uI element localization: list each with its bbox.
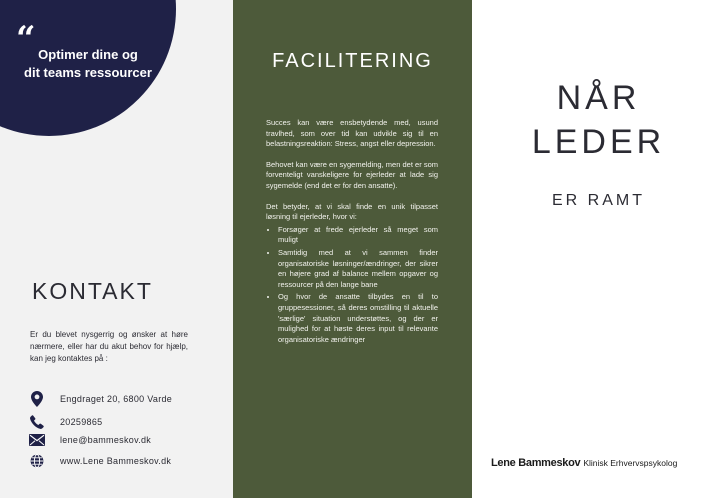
kontakt-heading: KONTAKT — [32, 278, 153, 304]
cover-title-line-2: LEDER — [531, 123, 666, 161]
brand-logo — [491, 457, 677, 469]
right-panel — [472, 0, 705, 498]
globe-icon — [28, 453, 46, 469]
phone-text: 20259865 — [60, 417, 103, 427]
bullet-item-3: • Og hvor de ansatte tilbydes en til to gruppesessioner, så deres omstilling til aktuelle 'særlige' situation understøttes, og der er mulighed for at høste deres input til relevante organisatoriske ændringer — [278, 292, 438, 345]
paragraph-1: Succes kan være ensbetydende med, usund travlhed, som over tid kan udvikle sig til en belastningsreaktion: Stress, angst eller depression. — [266, 118, 438, 149]
cover-title-line-1: NÅR — [556, 79, 641, 117]
left-panel — [0, 0, 233, 498]
quote-mark-icon: “ — [16, 19, 36, 59]
paragraph-3: Det betyder, at vi skal finde en unik tilpasset løsning til ejerleder, hvor vi: — [266, 201, 438, 222]
brand-tagline: Klinisk Erhvervspsykolog — [583, 458, 678, 468]
location-pin-icon — [28, 391, 46, 407]
middle-panel — [233, 0, 472, 498]
website-text: www.Lene Bammeskov.dk — [60, 456, 172, 466]
contact-phone — [28, 414, 102, 430]
bullet-item-1: • Forsøger at frede ejerleder så meget som muligt — [278, 225, 438, 246]
contact-email — [28, 432, 151, 448]
bullet-list — [266, 225, 438, 346]
cover-subtitle: ER RAMT — [552, 192, 645, 209]
kontakt-text: Er du blevet nysgerrig og ønsker at høre nærmere, eller har du akut behov for hjælp, kan jeg kontaktes på : — [30, 330, 188, 363]
facilitering-heading: FACILITERING — [272, 50, 433, 72]
phone-icon — [28, 414, 46, 430]
envelope-icon — [28, 432, 46, 448]
email-text: lene@bammeskov.dk — [60, 435, 152, 445]
bullet-item-2: • Samtidig med at vi sammen finder organisatoriske løsninger/ændringer, der sikrer en højere grad af balance mellem opgaver og ressourcer på den lange bane — [278, 248, 438, 290]
paragraph-2: Behovet kan være en sygemelding, men det er som forventeligt vanskeligere for ejerleder at lade sig sygemelde (end det er for den ansatte). — [266, 159, 438, 190]
facilitering-body — [266, 118, 438, 347]
address-text: Engdraget 20, 6800 Varde — [60, 394, 173, 404]
contact-address — [28, 391, 172, 407]
cover-title — [472, 76, 705, 164]
brand-name: Lene Bammeskov — [491, 457, 581, 469]
quote-line-2: dit teams ressourcer — [24, 65, 152, 80]
contact-website — [28, 453, 171, 469]
quote-line-1: Optimer dine og — [38, 47, 138, 62]
quote-text — [8, 46, 168, 82]
